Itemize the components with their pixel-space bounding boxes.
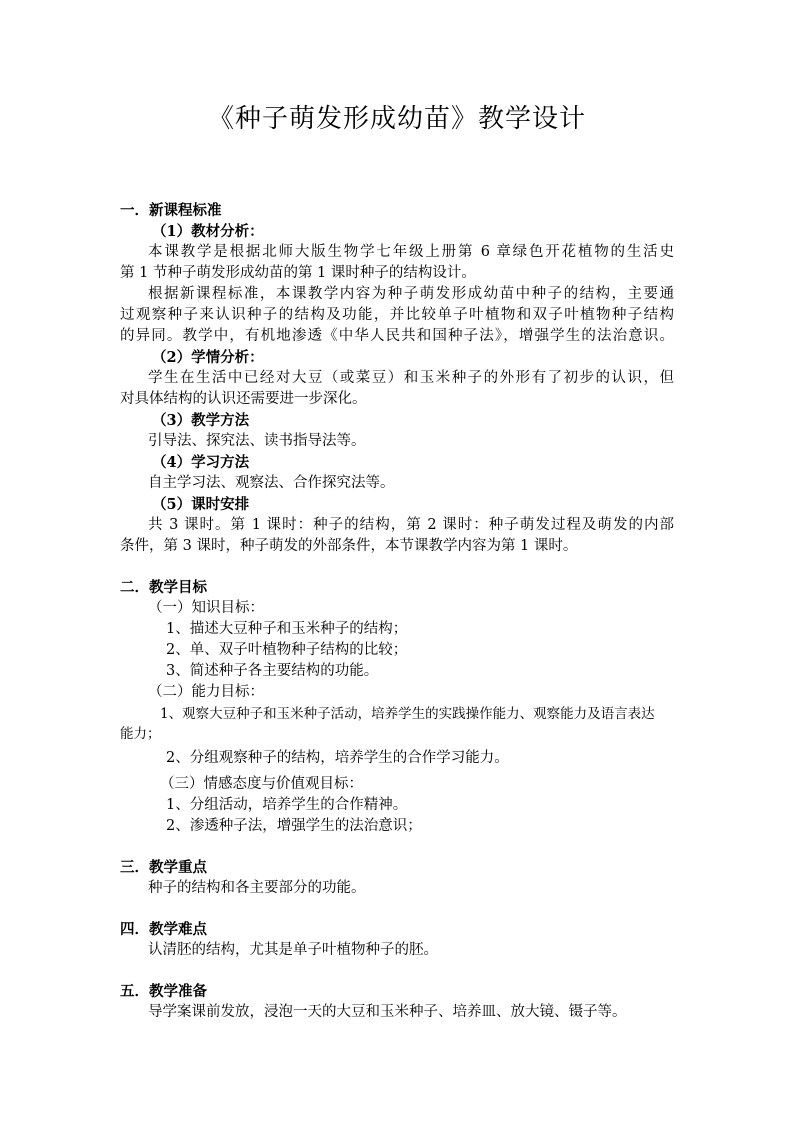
subheading-lesson-schedule: （5）课时安排	[152, 496, 250, 513]
section-heading-objectives: 二．教学目标	[120, 579, 207, 596]
paragraph-line: 种子的结构和各主要部分的功能。	[148, 880, 366, 896]
section-heading-preparation: 五．教学准备	[120, 983, 207, 1000]
paragraph-line: 认清胚的结构，尤其是单子叶植物种子的胚。	[148, 942, 438, 958]
section-heading-key-points: 三．教学重点	[120, 859, 207, 876]
subheading-learner-analysis: （2）学情分析：	[152, 349, 264, 366]
subheading-learning-methods: （4）学习方法	[152, 454, 250, 471]
section-heading-standards: 一．新课程标准	[120, 202, 222, 219]
subheading-ability-objectives: （二）能力目标：	[148, 684, 264, 700]
list-item: 2、渗透种子法，增强学生的法治意识；	[166, 818, 422, 834]
subheading-attitude-objectives: （三）情感态度与价值观目标：	[160, 776, 363, 792]
list-item: 2、分组观察种子的结构，培养学生的合作学习能力。	[166, 750, 509, 766]
subheading-teaching-methods: （3）教学方法	[152, 412, 250, 429]
paragraph-line: 的异同。教学中，有机地渗透《中华人民共和国种子法》，增强学生的法治意识。	[120, 328, 674, 344]
section-heading-difficulties: 四．教学难点	[120, 921, 207, 938]
list-item-continuation: 能力；	[120, 726, 161, 742]
paragraph-line: 共 3 课时。第 1 课时：种子的结构，第 2 课时：种子萌发过程及萌发的内部	[148, 517, 674, 533]
paragraph-line: 过观察种子来认识种子的结构及功能，并比较单子叶植物和双子叶植物种子结构	[120, 307, 674, 323]
paragraph-line: 自主学习法、观察法、合作探究法等。	[148, 475, 395, 491]
paragraph-line: 条件，第 3 课时，种子萌发的外部条件，本节课教学内容为第 1 课时。	[120, 538, 578, 554]
subheading-knowledge-objectives: （一）知识目标：	[148, 600, 264, 616]
paragraph-line: 本课教学是根据北师大版生物学七年级上册第 6 章绿色开花植物的生活史	[148, 244, 674, 260]
list-item: 1、观察大豆种子和玉米种子活动，培养学生的实践操作能力、观察能力及语言表达	[160, 706, 655, 722]
paragraph-line: 根据新课程标准，本课教学内容为种子萌发形成幼苗中种子的结构，主要通	[148, 286, 674, 302]
paragraph-line: 学生在生活中已经对大豆（或菜豆）和玉米种子的外形有了初步的认识，但	[148, 370, 674, 386]
list-item: 1、描述大豆种子和玉米种子的结构；	[166, 621, 408, 637]
paragraph-line: 第 1 节种子萌发形成幼苗的第 1 课时种子的结构设计。	[120, 265, 476, 281]
paragraph-line: 导学案课前发放，浸泡一天的大豆和玉米种子、培养皿、放大镜、镊子等。	[148, 1004, 627, 1020]
subheading-textbook-analysis: （1）教材分析：	[152, 223, 264, 240]
document-title: 《种子萌发形成幼苗》教学设计	[207, 104, 586, 134]
list-item: 1、分组活动，培养学生的合作精神。	[166, 797, 408, 813]
paragraph-line: 对具体结构的认识还需要进一步深化。	[120, 391, 367, 407]
list-item: 3、简述种子各主要结构的功能。	[166, 663, 379, 679]
list-item: 2、单、双子叶植物种子结构的比较；	[166, 642, 408, 658]
paragraph-line: 引导法、探究法、读书指导法等。	[148, 433, 366, 449]
